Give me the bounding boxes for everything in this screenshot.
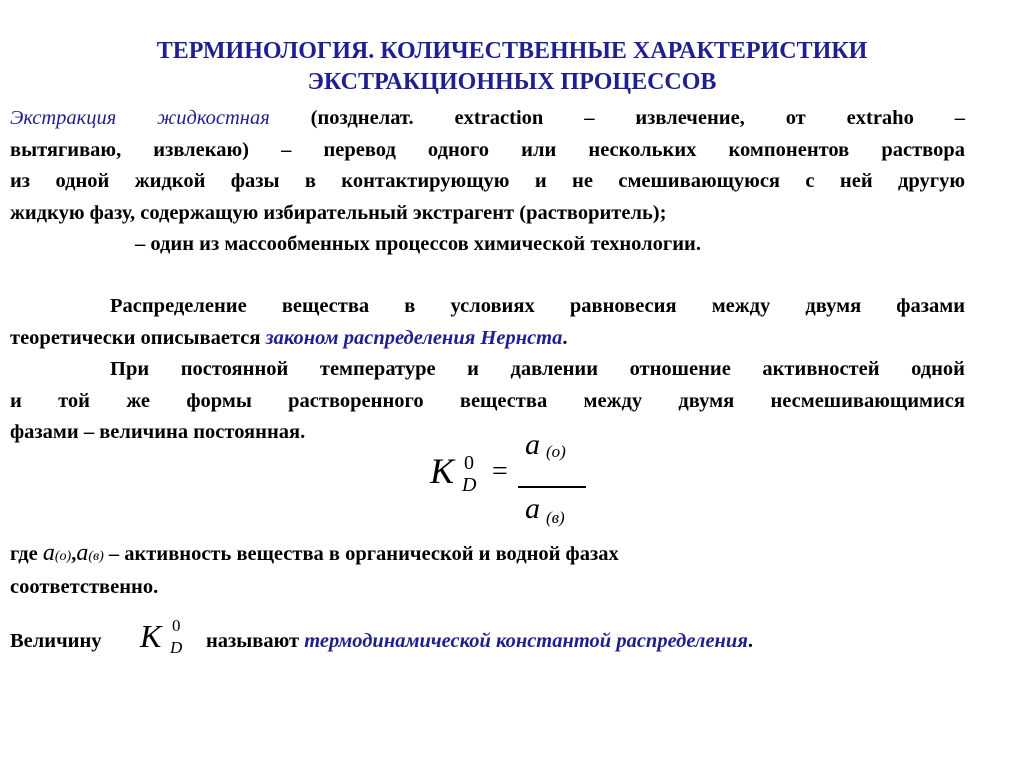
formula-equals: = <box>492 456 508 487</box>
slide-title <box>0 36 1024 98</box>
period: . <box>562 326 568 349</box>
formula-numerator-sub: (o) <box>546 442 566 461</box>
distribution-p1-line-1: Распределение вещества в условиях равновесия между двумя фазами <box>110 295 965 317</box>
definition-term: Экстракция жидкостная <box>10 107 270 129</box>
naming-label: Величину <box>10 630 102 652</box>
definition-line-1-rest: (позднелат. extraction – извлечение, от extraho – <box>269 107 965 129</box>
definition-line-2: вытягиваю, извлекаю) – перевод одного или нескольких компонентов раствора <box>10 138 965 161</box>
fraction-bar <box>518 486 586 488</box>
distribution-p2-line-2: и той же формы растворенного вещества между двумя несмешивающимися <box>10 389 965 412</box>
formula-numerator: a <box>525 428 540 461</box>
title-line-1: ТЕРМИНОЛОГИЯ. КОЛИЧЕСТВЕННЫЕ ХАРАКТЕРИСТИКИ <box>156 38 868 64</box>
distribution-p1-line-2: теоретически описывается <box>10 326 266 349</box>
kd-symbol: K 0 D <box>140 616 183 657</box>
distribution-p2-line-1: При постоянной температуре и давлении отношение активностей одной <box>110 358 965 380</box>
activity-organic: a(o) <box>42 540 72 566</box>
where-label: где <box>10 543 38 565</box>
thermodynamic-constant-term[interactable]: термодинамической константой распределения <box>304 630 748 652</box>
where-paragraph <box>10 538 970 603</box>
activity-aqueous: a(в) <box>76 540 104 566</box>
definition-line-3: из одной жидкой фазы в контактирующую и не смешивающуюся с ней другую <box>10 170 965 192</box>
formula-denominator: a <box>525 492 540 525</box>
title-line-2: ЭКСТРАКЦИОННЫХ ПРОЦЕССОВ <box>307 69 717 95</box>
naming-text: называют <box>206 630 305 652</box>
nernst-law-link[interactable]: законом распределения Нернста <box>265 326 563 349</box>
where-text: – активность вещества в органической и водной фазах <box>103 543 619 565</box>
formula-sub: D <box>462 474 477 496</box>
naming-paragraph <box>10 616 990 666</box>
where-line-2: соответственно. <box>10 576 159 598</box>
definition-line-4: жидкую фазу, содержащую избирательный экстрагент (растворитель); <box>10 201 667 224</box>
distribution-p2-line-3: фазами – величина постоянная. <box>10 421 306 443</box>
nernst-formula <box>430 428 590 528</box>
period: . <box>747 630 754 652</box>
definition-paragraph <box>10 103 965 261</box>
definition-line-5: – один из массообменных процессов химической технологии. <box>135 233 701 255</box>
formula-sup: 0 <box>464 452 474 474</box>
formula-k: K <box>430 451 455 491</box>
distribution-paragraph <box>10 291 965 449</box>
comma: , <box>71 543 77 565</box>
formula-denominator-sub: (в) <box>546 508 565 527</box>
